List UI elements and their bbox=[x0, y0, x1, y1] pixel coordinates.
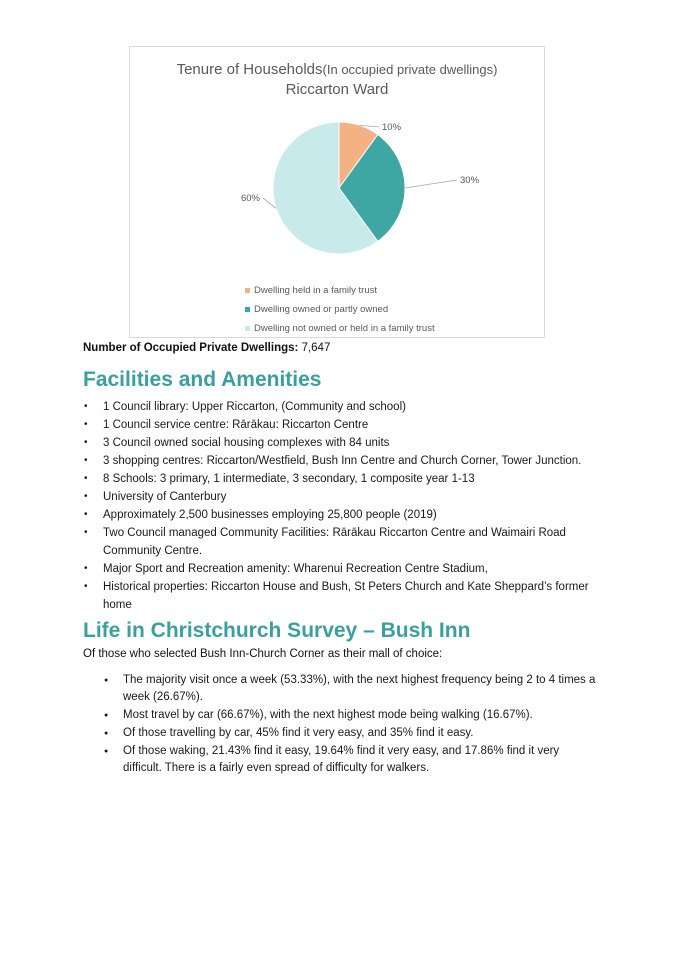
legend-swatch bbox=[245, 326, 250, 331]
leader-line bbox=[405, 180, 457, 188]
legend-swatch bbox=[245, 288, 250, 293]
facilities-list bbox=[83, 398, 603, 614]
legend-item-not-owned bbox=[245, 319, 435, 338]
chart-title-sub: (In occupied private dwellings) bbox=[322, 62, 498, 77]
list-item: • University of Canterbury bbox=[83, 488, 603, 506]
tenure-chart bbox=[129, 46, 545, 338]
list-item: • Major Sport and Recreation amenity: Wharenui Recreation Centre Stadium, bbox=[83, 560, 603, 578]
occupied-dwellings-value: 7,647 bbox=[301, 342, 331, 354]
chart-title-line2: Riccarton Ward bbox=[285, 81, 389, 98]
survey-intro: Of those who selected Bush Inn-Church Corner as their mall of choice: bbox=[83, 648, 443, 660]
list-item: • Two Council managed Community Facilities: Rārākau Riccarton Centre and Waimairi Road Community Centre. bbox=[83, 524, 603, 560]
chart-title-main: Tenure of Households bbox=[176, 61, 323, 78]
facilities-heading: Facilities and Amenities bbox=[83, 368, 322, 391]
list-item: • 3 shopping centres: Riccarton/Westfield, Bush Inn Centre and Church Corner, Tower Junction. bbox=[83, 452, 603, 470]
list-item: ● The majority visit once a week (53.33%), with the next highest frequency being 2 to 4 times a week (26.67%). bbox=[104, 672, 599, 706]
list-item: • 1 Council library: Upper Riccarton, (Community and school) bbox=[83, 398, 603, 416]
legend-swatch bbox=[245, 307, 250, 312]
list-item: • Historical properties: Riccarton House and Bush, St Peters Church and Kate Sheppard’s former home bbox=[83, 578, 603, 614]
survey-list bbox=[104, 672, 599, 778]
occupied-dwellings-label: Number of Occupied Private Dwellings: bbox=[83, 342, 299, 354]
survey-heading: Life in Christchurch Survey – Bush Inn bbox=[83, 619, 471, 642]
legend-label: Dwelling held in a family trust bbox=[254, 285, 378, 296]
legend-label: Dwelling not owned or held in a family trust bbox=[254, 323, 435, 334]
list-item: ● Of those travelling by car, 45% find it very easy, and 35% find it easy. bbox=[104, 725, 599, 742]
list-item: ● Of those waking, 21.43% find it easy, 19.64% find it very easy, and 17.86% find it very difficult. There is a fairly even spread of difficulty for walkers. bbox=[104, 743, 599, 777]
list-item: • 8 Schools: 3 primary, 1 intermediate, 3 secondary, 1 composite year 1-13 bbox=[83, 470, 603, 488]
list-item: • 1 Council service centre: Rārākau: Riccarton Centre bbox=[83, 416, 603, 434]
legend-item-owned bbox=[245, 300, 435, 319]
pie-data-label: 30% bbox=[460, 175, 480, 186]
pie-data-label: 10% bbox=[382, 122, 402, 133]
list-item: • 3 Council owned social housing complexes with 84 units bbox=[83, 434, 603, 452]
legend-item-family-trust bbox=[245, 281, 435, 300]
pie-data-label: 60% bbox=[240, 193, 260, 204]
chart-legend bbox=[245, 281, 435, 338]
legend-label: Dwelling owned or partly owned bbox=[254, 304, 389, 315]
list-item: • Approximately 2,500 businesses employing 25,800 people (2019) bbox=[83, 506, 603, 524]
occupied-dwellings-line bbox=[83, 342, 330, 354]
list-item: ● Most travel by car (66.67%), with the next highest mode being walking (16.67%). bbox=[104, 707, 599, 724]
